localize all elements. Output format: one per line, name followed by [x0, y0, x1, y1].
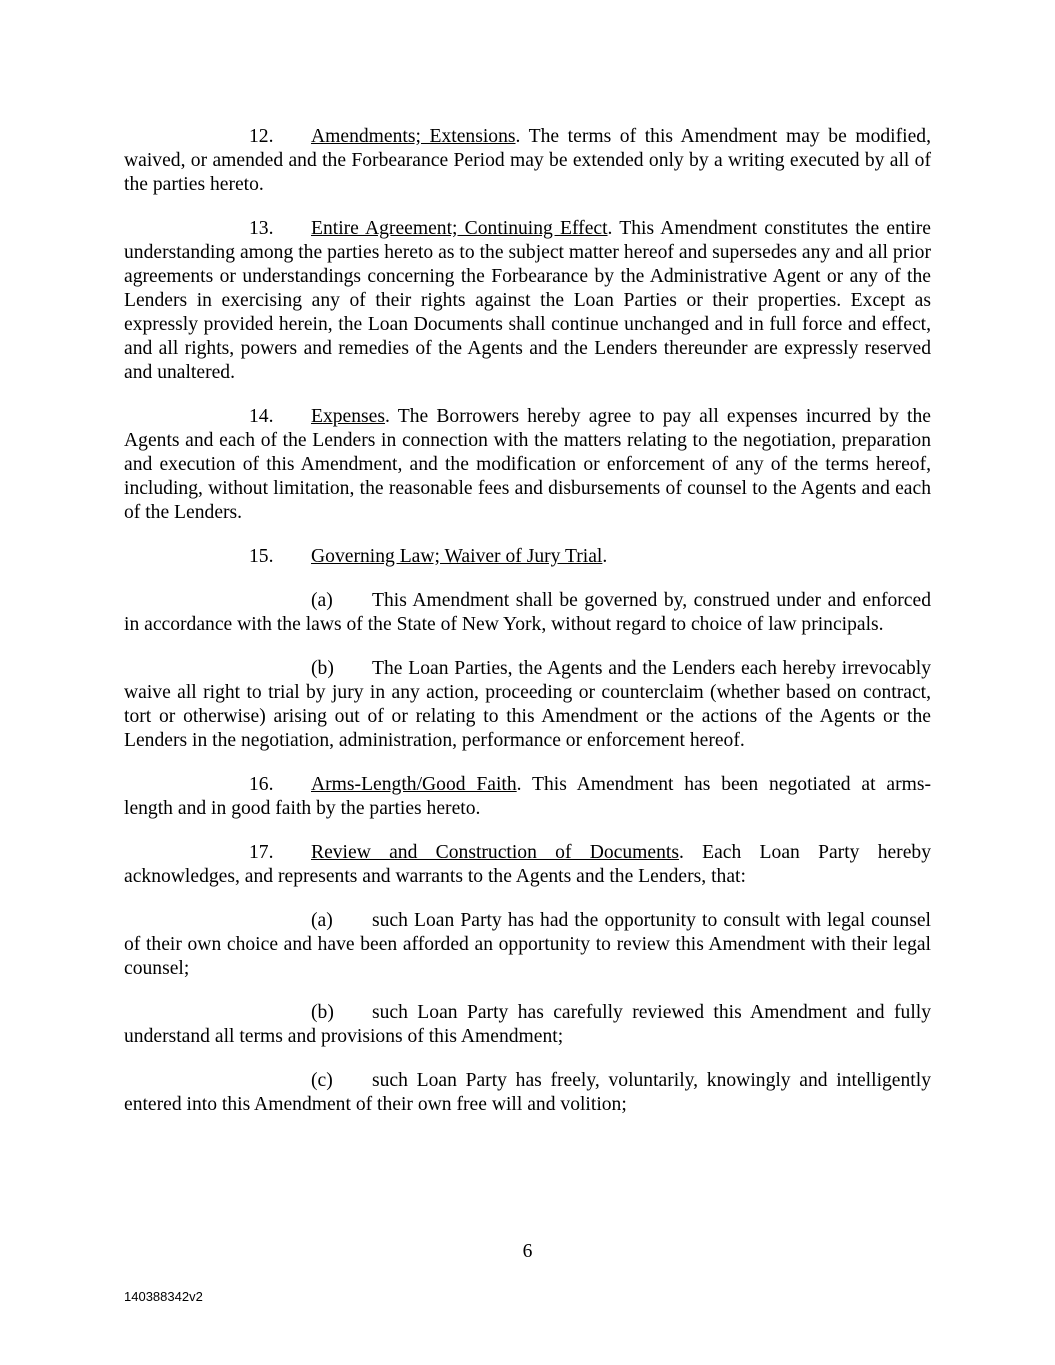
section-heading: Entire Agreement; Continuing Effect [311, 218, 608, 239]
subsection-label: (a) [311, 910, 333, 931]
subsection-17b [124, 1001, 931, 1049]
section-text: . Each Loan Party hereby acknowledges, and represents and warrants to the Agents and the Lenders, that: [124, 842, 931, 887]
section-17 [124, 841, 931, 889]
section-text: . This Amendment has been negotiated at arms-length and in good faith by the parties hereto. [124, 774, 931, 819]
subsection-15b [124, 657, 931, 753]
section-heading: Expenses [311, 406, 386, 427]
section-13 [124, 217, 931, 385]
section-text: . The terms of this Amendment may be modified, waived, or amended and the Forbearance Period may be extended only by a writing executed by all of the parties hereto. [124, 126, 931, 195]
subsection-17a [124, 909, 931, 981]
section-heading: Review and Construction of Documents [311, 842, 679, 863]
subsection-label: (a) [311, 590, 333, 611]
section-text: . [602, 546, 608, 567]
subsection-label: (c) [311, 1070, 333, 1091]
section-number: 15. [249, 546, 274, 567]
section-number: 13. [249, 218, 274, 239]
document-page [124, 125, 931, 1137]
section-number: 17. [249, 842, 274, 863]
subsection-text: This Amendment shall be governed by, construed under and enforced in accordance with the laws of the State of New York, without regard to choice of law principals. [124, 590, 931, 635]
section-16 [124, 773, 931, 821]
section-15 [124, 545, 931, 569]
subsection-label: (b) [311, 1002, 334, 1023]
section-heading: Governing Law; Waiver of Jury Trial [311, 546, 603, 567]
section-12 [124, 125, 931, 197]
section-text: . This Amendment constitutes the entire understanding among the parties hereto as to the subject matter hereof and supersedes any and all prior agreements or understandings concerning the Forbearance by the Administrative Agent or any of the Lenders in exercising any of their rights against the Loan Parties or their properties. Except as expressly provided herein, the Loan Documents shall continue unchanged and in full force and effect, and all rights, powers and remedies of the Agents and the Lenders thereunder are expressly reserved and unaltered. [124, 218, 931, 383]
document-id: 140388342v2 [124, 1289, 203, 1304]
subsection-text: such Loan Party has freely, voluntarily, knowingly and intelligently entered into this Amendment of their own free will and volition; [124, 1070, 931, 1115]
section-heading: Amendments; Extensions [311, 126, 516, 147]
section-number: 12. [249, 126, 274, 147]
page-number: 6 [522, 1241, 533, 1262]
subsection-text: The Loan Parties, the Agents and the Lenders each hereby irrevocably waive all right to trial by jury in any action, proceeding or counterclaim (whether based on contract, tort or otherwise) arising out of or relating to this Amendment or the actions of the Agents or the Lenders in the negotiation, administration, performance or enforcement hereof. [124, 658, 931, 751]
subsection-text: such Loan Party has carefully reviewed this Amendment and fully understand all terms and provisions of this Amendment; [124, 1002, 931, 1047]
subsection-15a [124, 589, 931, 637]
section-number: 14. [249, 406, 274, 427]
section-number: 16. [249, 774, 274, 795]
subsection-text: such Loan Party has had the opportunity to consult with legal counsel of their own choice and have been afforded an opportunity to review this Amendment with their legal counsel; [124, 910, 931, 979]
section-text: . The Borrowers hereby agree to pay all expenses incurred by the Agents and each of the Lenders in connection with the matters relating to the negotiation, preparation and execution of this Amendment, and the modification or enforcement of any of the terms hereof, including, without limitation, the reasonable fees and disbursements of counsel to the Agents and each of the Lenders. [124, 406, 931, 523]
section-heading: Arms-Length/Good Faith [311, 774, 517, 795]
subsection-label: (b) [311, 658, 334, 679]
section-14 [124, 405, 931, 525]
subsection-17c [124, 1069, 931, 1117]
